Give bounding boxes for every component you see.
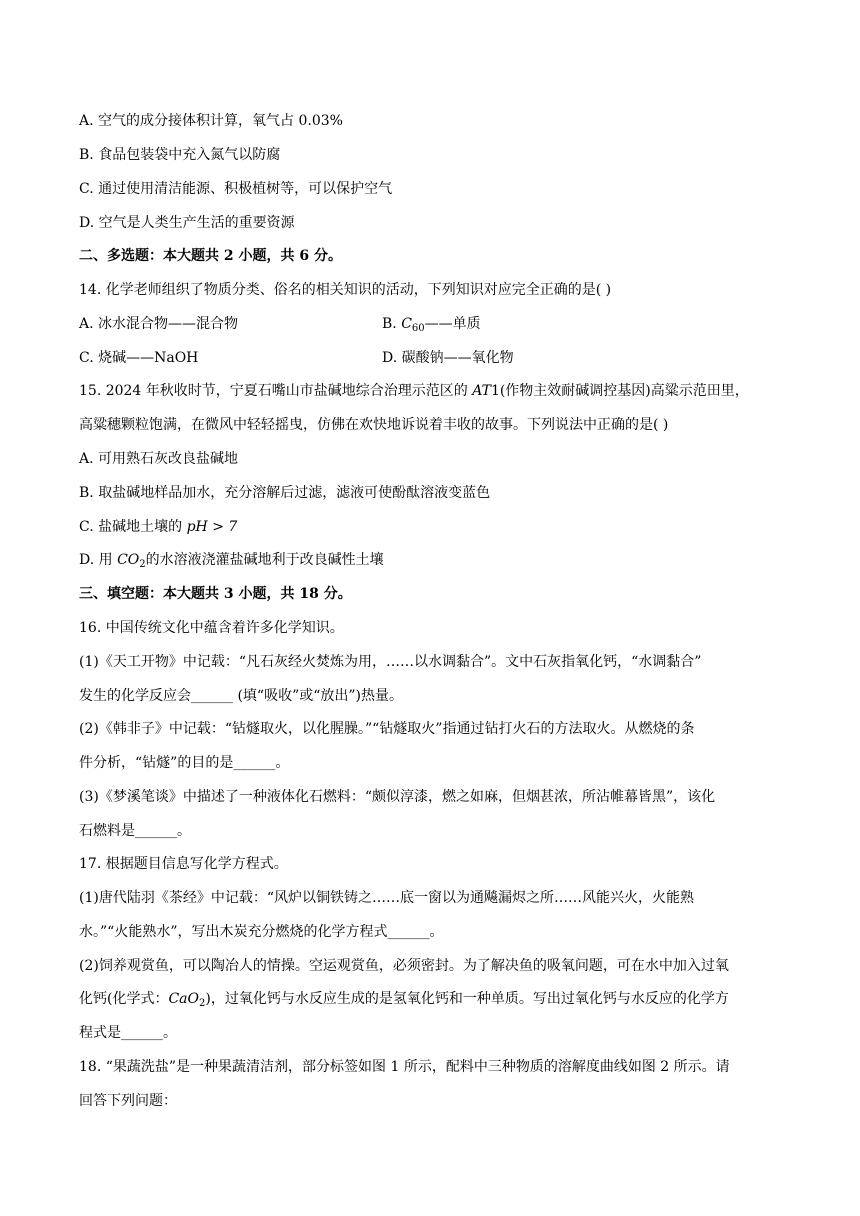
q17-part2-text-b: )，过氧化钙与水反应生成的是氢氧化钙和一种单质。写出过氧化钙与水反应的化学方 [205, 991, 729, 1007]
q18-stem-line1: 18. “果蔬洗盐”是一种果蔬清洁剂，部分标签如图 1 所示，配料中三种物质的溶解度曲线如图 2 所示。请 [79, 1059, 730, 1075]
q17-part2-formula: CaO [168, 991, 200, 1007]
q17-part2-subscript: 2 [199, 998, 206, 1009]
q16-part2-line1: (2)《韩非子》中记载：“钻燧取火，以化腥臊。”“钻燧取火”指通过钻打火石的方法取火。从燃烧的条 [79, 721, 695, 737]
section-header-multiple-choice: 二、多选题：本大题共 2 小题，共 6 分。 [79, 248, 342, 264]
q16-stem: 16. 中国传统文化中蕴含着许多化学知识。 [79, 620, 344, 636]
q15-option-d-prefix: D. 用 [79, 552, 118, 568]
q17-stem: 17. 根据题目信息写化学方程式。 [79, 856, 288, 872]
q18-stem-line2: 回答下列问题： [79, 1093, 177, 1109]
q13-option-d: D. 空气是人类生产生活的重要资源 [79, 215, 295, 231]
q15-option-d-formula: CO [117, 552, 140, 568]
q16-part1-line1: (1)《天工开物》中记载：“凡石灰经火焚炼为用，……以水调黏合”。文中石灰指氧化钙，“水调黏合” [79, 654, 702, 670]
q15-option-c-prefix: C. 盐碱地土壤的 [79, 519, 187, 535]
q17-part2-text-a: 化钙(化学式： [79, 991, 169, 1007]
q15-option-c [79, 517, 237, 537]
q15-option-d [79, 550, 384, 570]
q16-part3-line1: (3)《梦溪笔谈》中描述了一种液体化石燃料：“颇似淳漆，燃之如麻，但烟甚浓，所沾帷幕皆黑”，该化 [79, 789, 716, 805]
q14-option-b-suffix: ——单质 [424, 316, 481, 332]
q17-part1-line1: (1)唐代陆羽《茶经》中记载：“风炉以铜铁铸之……底一窗以为通飚漏烬之所……风能兴火，火能熟 [79, 890, 694, 906]
q16-part3-line2: 石燃料是______。 [79, 823, 191, 839]
q14-option-b [382, 314, 481, 334]
q15-option-a: A. 可用熟石灰改良盐碱地 [79, 451, 239, 467]
q14-option-b-subscript: 60 [411, 323, 425, 334]
q14-stem: 14. 化学老师组织了物质分类、俗名的相关知识的活动，下列知识对应完全正确的是( ) [79, 282, 612, 298]
q13-option-b: B. 食品包装袋中充入氮气以防腐 [79, 147, 281, 163]
q15-option-c-math: pH > 7 [186, 519, 238, 535]
q14-option-b-formula: C [401, 316, 412, 332]
q17-part2-line2 [79, 989, 729, 1009]
q14-option-b-prefix: B. [382, 316, 402, 332]
q16-part2-line2: 件分析，“钻燧”的目的是______。 [79, 755, 290, 771]
q15-stem-part1: 15. 2024 年秋收时节，宁夏石嘴山市盐碱地综合治理示范区的 [79, 383, 473, 399]
q17-part2-line3: 程式是______。 [79, 1025, 177, 1041]
q13-option-c: C. 通过使用清洁能源、积极植树等，可以保护空气 [79, 181, 393, 197]
section-header-fill-in: 三、填空题：本大题共 3 小题，共 18 分。 [79, 586, 352, 602]
q15-stem-line1 [79, 381, 749, 401]
q16-part1-line2: 发生的化学反应会______ (填“吸收”或“放出”)热量。 [79, 688, 404, 704]
q17-part2-line1: (2)饲养观赏鱼，可以陶冶人的情操。空运观赏鱼，必须密封。为了解决鱼的吸氧问题，可在水中加入过氧 [79, 958, 729, 974]
q15-option-d-subscript: 2 [139, 559, 146, 570]
q14-option-c: C. 烧碱——NaOH [79, 350, 199, 366]
q15-option-b: B. 取盐碱地样品加水，充分溶解后过滤，滤液可使酚酞溶液变蓝色 [79, 485, 491, 501]
q13-option-a: A. 空气的成分接体积计算，氧气占 0.03% [79, 113, 343, 129]
q15-option-d-suffix: 的水溶液浇灌盐碱地利于改良碱性土壤 [145, 552, 384, 568]
q15-gene-code: AT [472, 383, 491, 399]
q14-option-d: D. 碳酸钠——氧化物 [382, 350, 514, 366]
q15-stem-line2: 高粱穗颗粒饱满，在微风中轻轻摇曳，仿佛在欢快地诉说着丰收的故事。下列说法中正确的是( ) [79, 417, 669, 433]
q17-part1-line2: 水。”“火能熟水”，写出木炭充分燃烧的化学方程式______。 [79, 924, 444, 940]
q15-stem-part2: 1(作物主效耐碱调控基因)高粱示范田里， [490, 383, 749, 399]
q14-option-a: A. 冰水混合物——混合物 [79, 316, 239, 332]
